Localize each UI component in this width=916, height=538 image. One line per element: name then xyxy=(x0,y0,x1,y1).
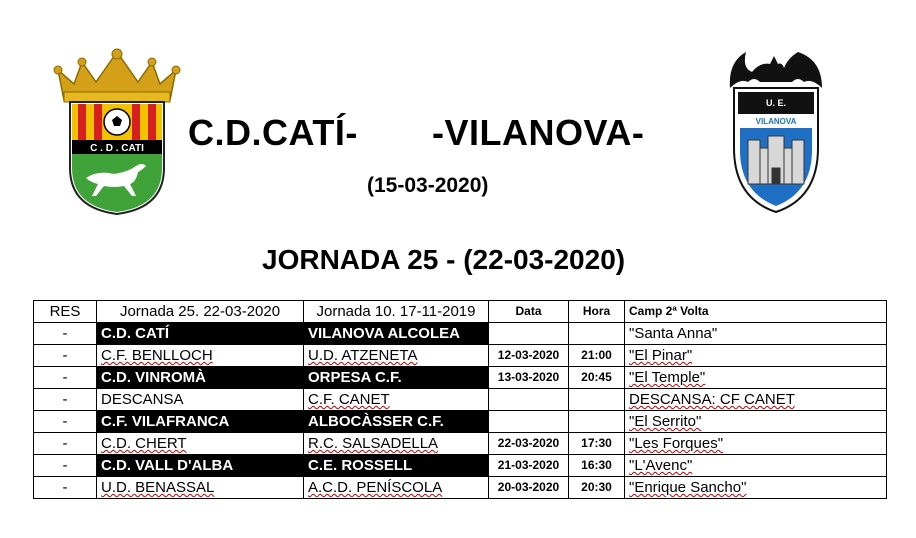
time-cell: 20:45 xyxy=(569,367,625,389)
svg-text:C . D . CATI: C . D . CATI xyxy=(90,143,144,154)
header-time: Hora xyxy=(569,301,625,323)
result-cell: - xyxy=(34,345,97,367)
table-row xyxy=(34,455,887,477)
venue-cell: "Enrique Sancho" xyxy=(625,477,887,499)
away-team-cell: ALBOCÀSSER C.F. xyxy=(304,411,489,433)
cd-cati-crest-logo xyxy=(52,48,182,216)
time-cell xyxy=(569,411,625,433)
away-team-cell: U.D. ATZENETA xyxy=(304,345,489,367)
result-cell: - xyxy=(34,411,97,433)
date-cell: 13-03-2020 xyxy=(489,367,569,389)
time-cell: 17:30 xyxy=(569,433,625,455)
away-team-cell: R.C. SALSADELLA xyxy=(304,433,489,455)
home-team-cell: C.F. BENLLOCH xyxy=(97,345,304,367)
date-cell: 20-03-2020 xyxy=(489,477,569,499)
header-venue: Camp 2ª Volta xyxy=(625,301,887,323)
venue-cell: "Les Forques" xyxy=(625,433,887,455)
table-row xyxy=(34,345,887,367)
home-team-cell: C.F. VILAFRANCA xyxy=(97,411,304,433)
table-header-row xyxy=(34,301,887,323)
date-cell: 21-03-2020 xyxy=(489,455,569,477)
ue-vilanova-crest-logo xyxy=(726,48,826,214)
time-cell: 20:30 xyxy=(569,477,625,499)
venue-cell: "El Serrito" xyxy=(625,411,887,433)
table-row xyxy=(34,433,887,455)
table-row xyxy=(34,411,887,433)
table-row xyxy=(34,367,887,389)
result-cell: - xyxy=(34,455,97,477)
away-team-cell: VILANOVA ALCOLEA xyxy=(304,323,489,345)
crown-icon xyxy=(54,49,180,102)
result-cell: - xyxy=(34,323,97,345)
header-res: RES xyxy=(34,301,97,323)
venue-cell: "El Temple" xyxy=(625,367,887,389)
time-cell xyxy=(569,389,625,411)
result-cell: - xyxy=(34,477,97,499)
fixtures-table xyxy=(33,300,887,499)
date-cell xyxy=(489,411,569,433)
date-cell: 12-03-2020 xyxy=(489,345,569,367)
venue-cell: DESCANSA: CF CANET xyxy=(625,389,887,411)
svg-text:VILANOVA: VILANOVA xyxy=(755,117,797,126)
bat-icon xyxy=(730,52,822,88)
away-team-cell: C.E. ROSSELL xyxy=(304,455,489,477)
home-team-cell: DESCANSA xyxy=(97,389,304,411)
table-row xyxy=(34,477,887,499)
round-title: JORNADA 25 - (22-03-2020) xyxy=(262,244,626,275)
away-team-cell: ORPESA C.F. xyxy=(304,367,489,389)
away-team-cell: A.C.D. PENÍSCOLA xyxy=(304,477,489,499)
svg-text:U. E.: U. E. xyxy=(765,98,787,108)
away-team-cell: C.F. CANET xyxy=(304,389,489,411)
time-cell: 21:00 xyxy=(569,345,625,367)
header-home: Jornada 25. 22-03-2020 xyxy=(97,301,304,323)
table-row xyxy=(34,389,887,411)
date-cell: 22-03-2020 xyxy=(489,433,569,455)
venue-cell: "Santa Anna" xyxy=(625,323,887,345)
home-team-title: C.D.CATÍ- xyxy=(188,112,358,153)
home-team-cell: C.D. VALL D'ALBA xyxy=(97,455,304,477)
home-team-cell: U.D. BENASSAL xyxy=(97,477,304,499)
table-row xyxy=(34,323,887,345)
away-team-title: -VILANOVA- xyxy=(432,112,645,153)
home-team-cell: C.D. VINROMÀ xyxy=(97,367,304,389)
result-cell: - xyxy=(34,367,97,389)
time-cell xyxy=(569,323,625,345)
date-cell xyxy=(489,323,569,345)
time-cell: 16:30 xyxy=(569,455,625,477)
venue-cell: "L'Avenc" xyxy=(625,455,887,477)
venue-cell: "El Pinar" xyxy=(625,345,887,367)
castle-icon xyxy=(748,136,804,184)
match-date: (15-03-2020) xyxy=(367,174,489,197)
home-team-cell: C.D. CATÍ xyxy=(97,323,304,345)
home-team-cell: C.D. CHERT xyxy=(97,433,304,455)
date-cell xyxy=(489,389,569,411)
result-cell: - xyxy=(34,389,97,411)
header-away: Jornada 10. 17-11-2019 xyxy=(304,301,489,323)
result-cell: - xyxy=(34,433,97,455)
header-date: Data xyxy=(489,301,569,323)
